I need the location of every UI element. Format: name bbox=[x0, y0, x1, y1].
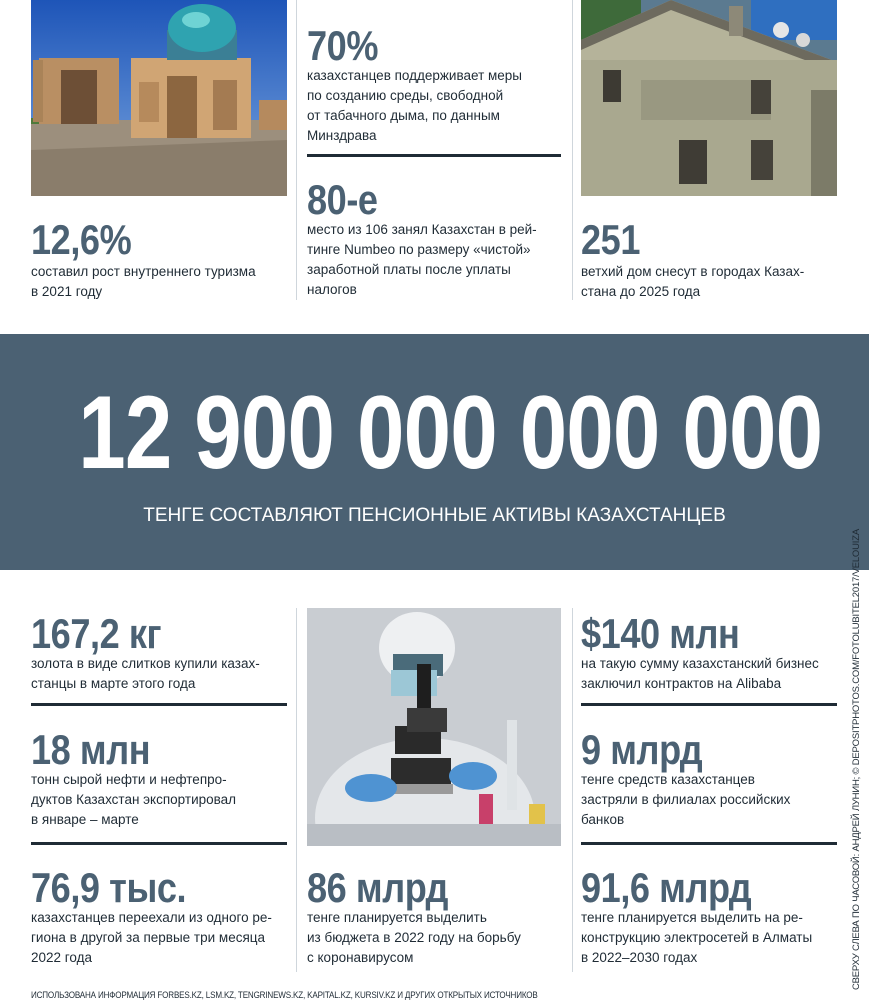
bottom-divider-2 bbox=[572, 608, 573, 972]
smoke-rule bbox=[307, 154, 561, 157]
covid-description: тенге планируется выделить из бюджета в 2022 году на борьбу с коронавирусом bbox=[307, 910, 521, 965]
smoke-description: казахстанцев поддерживает меры по созданию среды, свободной от табачного дыма, по данным Минздрава bbox=[307, 68, 522, 143]
russian-banks-value: 9 млрд bbox=[581, 726, 703, 773]
grid-value: 91,6 млрд bbox=[581, 864, 752, 911]
oil-value: 18 млн bbox=[31, 726, 151, 773]
top-divider-2 bbox=[572, 0, 573, 300]
oil-description: тонн сырой нефти и нефтепро- дуктов Казахстан экспортировал в январе – марте bbox=[31, 772, 237, 827]
tourism-value: 12,6% bbox=[31, 216, 132, 263]
salary-description: место из 106 занял Казахстан в рей- тинге Numbeo по размеру «чистой» заработной платы после уплаты налогов bbox=[307, 222, 537, 297]
russian-banks-rule bbox=[581, 842, 837, 845]
smoke-value: 70% bbox=[307, 22, 379, 69]
pension-value: 12 900 000 000 000 bbox=[78, 375, 823, 491]
grid-description: тенге планируется выделить на ре- конструкцию электросетей в Алматы в 2022–2030 годах bbox=[581, 910, 813, 965]
alibaba-rule bbox=[581, 703, 837, 706]
pension-caption: ТЕНГЕ СОСТАВЛЯЮТ ПЕНСИОННЫЕ АКТИВЫ КАЗАХСТАНЦЕВ bbox=[143, 505, 726, 526]
russian-banks-description: тенге средств казахстанцев застряли в филиалах российских банков bbox=[581, 772, 791, 827]
alibaba-description: на такую сумму казахстанский бизнес заключил контрактов на Alibaba bbox=[581, 656, 819, 691]
top-divider-1 bbox=[296, 0, 297, 300]
houses-value: 251 bbox=[581, 216, 640, 263]
pension-banner bbox=[0, 334, 869, 570]
old-house-photo bbox=[581, 0, 837, 196]
mausoleum-photo bbox=[31, 0, 287, 196]
lab-scientist-photo bbox=[307, 608, 561, 846]
salary-value: 80-е bbox=[307, 176, 378, 223]
gold-value: 167,2 кг bbox=[31, 610, 162, 657]
houses-description: ветхий дом снесут в городах Казах- стана до 2025 года bbox=[581, 264, 805, 299]
photo-credit: СВЕРХУ СЛЕВА ПО ЧАСОВОЙ: АНДРЕЙ ЛУНИН; © DEPOSITPHOTOS.COM/FOTOLUBITEL2017/VELOUIZA bbox=[851, 529, 862, 990]
alibaba-value: $140 млн bbox=[581, 610, 740, 657]
migration-description: казахстанцев переехали из одного ре- гиона в другой за первые три месяца 2022 года bbox=[31, 910, 272, 965]
tourism-description: составил рост внутреннего туризма в 2021 году bbox=[31, 264, 256, 299]
gold-rule bbox=[31, 703, 287, 706]
migration-value: 76,9 тыс. bbox=[31, 864, 187, 911]
sources-footer: ИСПОЛЬЗОВАНА ИНФОРМАЦИЯ FORBES.KZ, LSM.KZ, TENGRINEWS.KZ, KAPITAL.KZ, KURSIV.KZ И ДРУГИХ ОТКРЫТЫХ ИСТОЧНИКОВ bbox=[31, 990, 538, 1001]
oil-rule bbox=[31, 842, 287, 845]
bottom-divider-1 bbox=[296, 608, 297, 972]
covid-value: 86 млрд bbox=[307, 864, 448, 911]
gold-description: золота в виде слитков купили казах- станцы в марте этого года bbox=[31, 656, 260, 691]
